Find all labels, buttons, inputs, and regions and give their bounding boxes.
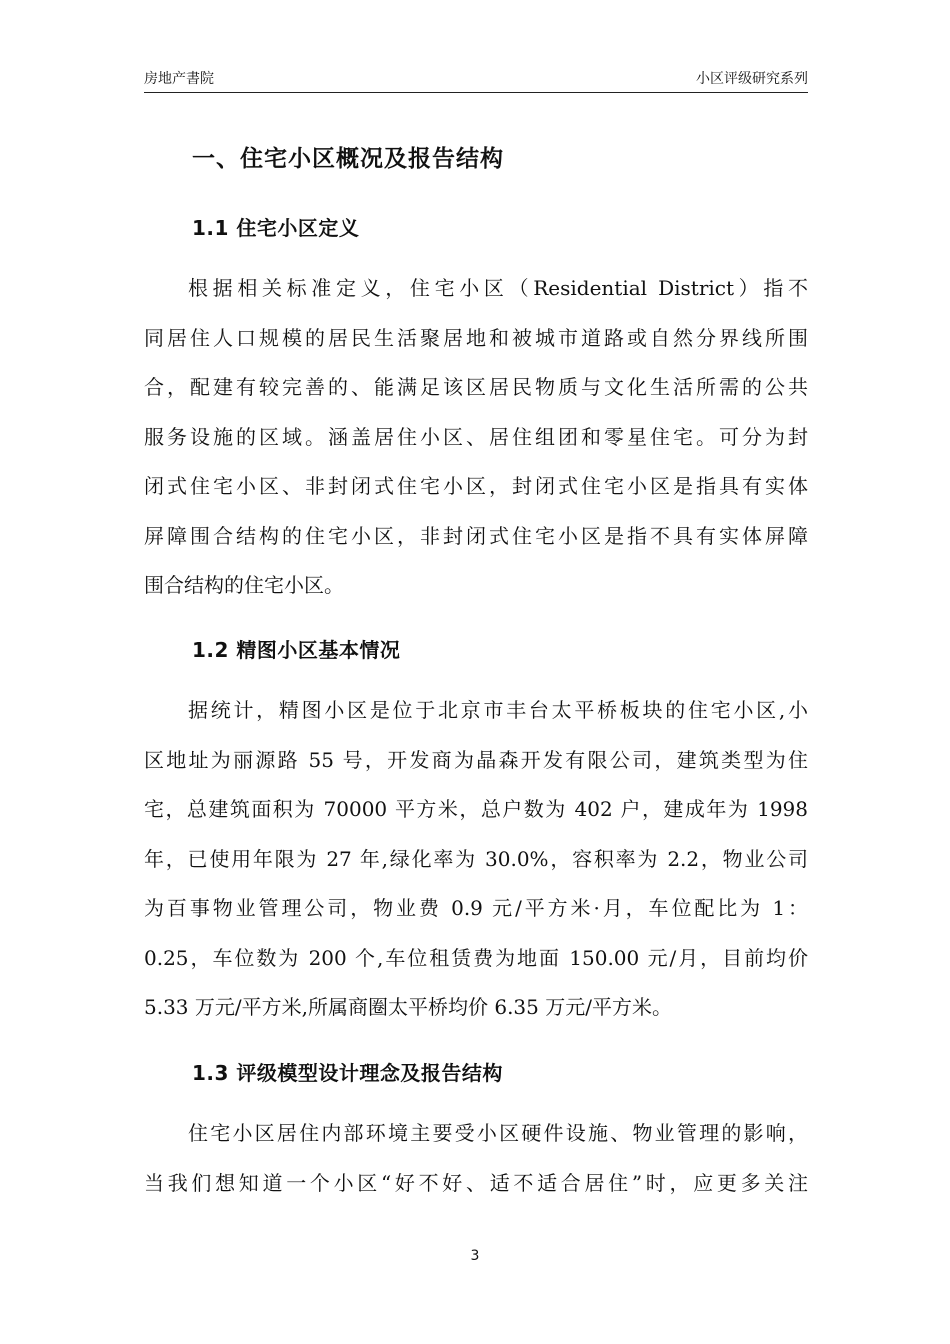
paragraph-line: 当我们想知道一个小区“好不好、适不适合居住”时，应更多关注 [144,1170,808,1195]
section-paragraph-1-1 [144,264,808,611]
paragraph-line: 0.25，车位数为 200 个,车位租赁费为地面 150.00 元/月，目前均价 [144,945,808,970]
section-heading-1-1: 1.1 住宅小区定义 [192,216,360,240]
paragraph-line: 住宅小区居住内部环境主要受小区硬件设施、物业管理的影响， [188,1121,808,1145]
paragraph-line: 宅，总建筑面积为 70000 平方米，总户数为 402 户，建成年为 1998 [144,797,808,821]
chapter-title: 一、住宅小区概况及报告结构 [192,146,504,172]
page-number: 3 [470,1248,480,1264]
paragraph-line: 合，配建有较完善的、能满足该区居民物质与文化生活所需的公共 [144,375,808,399]
section-heading-1-3: 1.3 评级模型设计理念及报告结构 [192,1061,503,1085]
paragraph-line: 服务设施的区域。涵盖居住小区、居住组团和零星住宅。可分为封 [144,424,808,449]
page-header [144,64,808,93]
paragraph-line: 区地址为丽源路 55 号，开发商为晶森开发有限公司，建筑类型为住 [144,747,808,772]
paragraph-line: 5.33 万元/平方米,所属商圈太平桥均价 6.35 万元/平方米。 [144,995,672,1019]
paragraph-line: 据统计，精图小区是位于北京市丰台太平桥板块的住宅小区,小 [188,698,808,722]
section-paragraph-1-3 [144,1109,808,1208]
header-right-text: 小区评级研究系列 [696,71,808,87]
paragraph-line: 为百事物业管理公司，物业费 0.9 元/平方米·月，车位配比为 1： [144,896,808,920]
section-paragraph-1-2 [144,686,808,1033]
paragraph-line: 围合结构的住宅小区。 [144,573,344,597]
section-heading-1-2: 1.2 精图小区基本情况 [192,638,401,662]
paragraph-line: 闭式住宅小区、非封闭式住宅小区，封闭式住宅小区是指具有实体 [144,474,808,498]
paragraph-line: 屏障围合结构的住宅小区，非封闭式住宅小区是指不具有实体屏障 [144,523,808,548]
paragraph-line: 同居住人口规模的居民生活聚居地和被城市道路或自然分界线所围 [144,325,808,350]
paragraph-line: 年，已使用年限为 27 年,绿化率为 30.0%，容积率为 2.2，物业公司 [144,846,808,871]
header-left-text: 房地产書院 [144,71,214,87]
paragraph-line: 根据相关标准定义，住宅小区（Residential District）指不 [188,276,808,300]
